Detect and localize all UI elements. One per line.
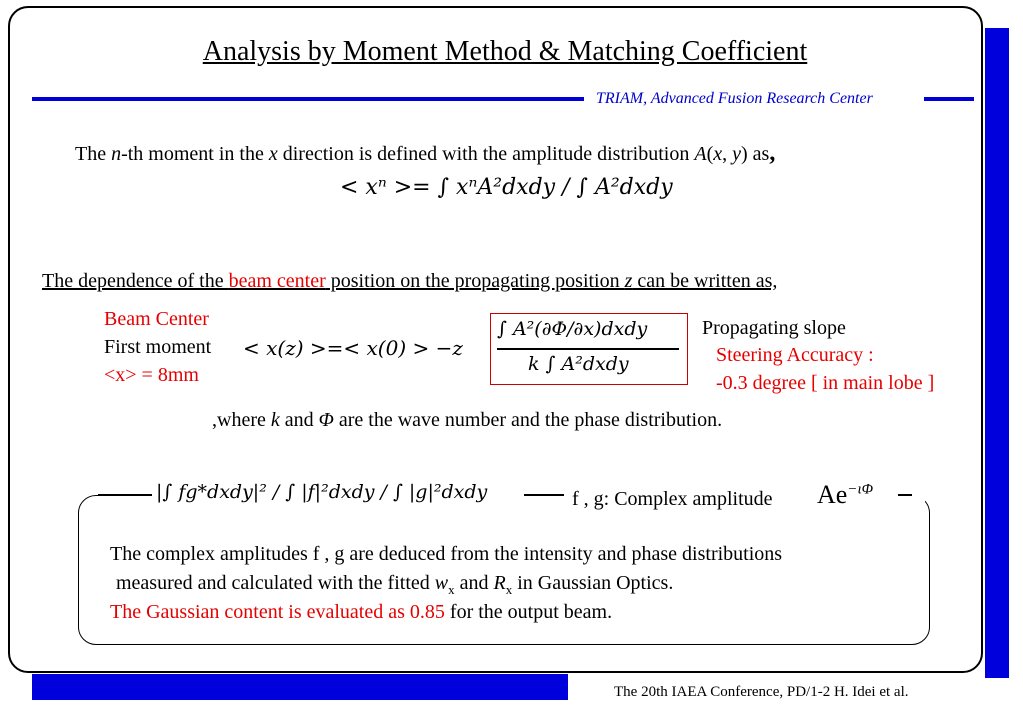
steering-accuracy-label: Steering Accuracy : xyxy=(716,344,874,366)
header-rule-right xyxy=(924,97,974,101)
moment-definition: The n-th moment in the x direction is defined with the amplitude distribution A(x, y) as, xyxy=(75,140,776,166)
box-line-right xyxy=(898,494,912,496)
beam-center-highlight: beam center xyxy=(228,270,326,292)
where-clause: ,where k and Φ are the wave number and the phase distribution. xyxy=(212,409,723,431)
box-line-2: measured and calculated with the fitted $w_x$ and $R_x$ in Gaussian Optics. xyxy=(116,572,674,597)
frame-shadow-right xyxy=(985,28,1009,678)
complex-amplitude-label: f , g: Complex amplitude xyxy=(572,488,773,510)
fraction-numerator: ∫ A²(∂Φ/∂x)dxdy xyxy=(497,318,648,340)
frame-shadow-bottom xyxy=(32,674,568,700)
dependence-statement: The dependence of the beam center position on the propagating position z can be written as, xyxy=(42,270,778,292)
matching-coefficient-equation: |∫ fg*dxdy|² / ∫ |f|²dxdy / ∫ |g|²dxdy xyxy=(156,481,488,503)
box-line-3: The Gaussian content is evaluated as 0.85 for the output beam. xyxy=(110,601,613,623)
steering-accuracy-value: -0.3 degree [ in main lobe ] xyxy=(716,372,935,394)
first-moment-label: First moment xyxy=(104,336,212,358)
box-line-mid xyxy=(524,494,564,496)
moment-equation: < xⁿ >= ∫ xⁿA²dxdy / ∫ A²dxdy xyxy=(340,175,673,200)
gaussian-content-highlight: The Gaussian content is evaluated as 0.85 xyxy=(110,601,445,623)
beam-center-label: Beam Center xyxy=(104,308,209,330)
moment-value-label: <x> = 8mm xyxy=(104,364,199,386)
beam-equation-left: < x(z) >=< x(0) > −z xyxy=(243,336,463,360)
slide-title: Analysis by Moment Method & Matching Coefficient xyxy=(202,36,808,67)
complex-amplitude-expression: $Ae^{-\iota\Phi}$ xyxy=(817,480,874,509)
box-line-1: The complex amplitudes f , g are deduced from the intensity and phase distributions xyxy=(110,543,783,565)
box-line-left xyxy=(98,494,152,496)
organization-label: TRIAM, Advanced Fusion Research Center xyxy=(596,90,873,107)
header-rule-left xyxy=(32,97,584,101)
fraction-line xyxy=(497,348,679,350)
footer-citation: The 20th IAEA Conference, PD/1-2 H. Idei et al. xyxy=(614,684,909,700)
fraction-denominator: k ∫ A²dxdy xyxy=(528,353,629,375)
propagating-slope-label: Propagating slope xyxy=(702,317,846,339)
